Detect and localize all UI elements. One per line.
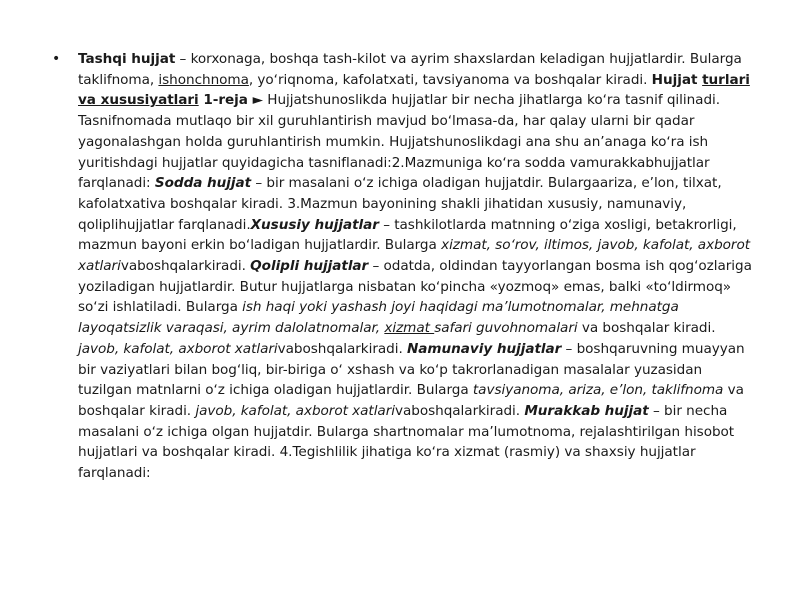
text-segment: Tashqi hujjat	[78, 51, 176, 67]
text-segment: , yoʻriqnoma, kafolatxati, tavsiyanoma va boshqalar kiradi.	[248, 71, 652, 88]
text-segment: vaboshqalarkiradi.	[277, 340, 407, 357]
text-segment: tavsiyanoma, ariza, e’lon, taklifnoma	[472, 382, 724, 399]
bullet-list-item	[52, 49, 754, 484]
text-segment: va boshqalar kiradi.	[78, 382, 744, 419]
text-segment: va boshqalar kiradi.	[577, 320, 716, 337]
text-segment: ish haqi yoki yashash joyi haqidagi ma’lumotnomalar, mehnatga layoqatsizlik varaqasi, ayrim dalolatnomalar,	[78, 299, 679, 337]
text-segment: xizmat, soʻrov, iltimos, javob, kafolat, axborot xatlari	[78, 237, 751, 275]
text-segment: xizmat	[384, 320, 435, 337]
text-segment: – boshqaruvning muayyan bir vaziyatlari bilan bogʻliq, bir-biriga oʻ xshash va koʻp takrorlanadigan masalalar yuzasidan tuzilgan matnlarni oʻz ichiga oladigan hujjatlardir. Bularga	[78, 340, 745, 399]
bullet-point-icon: •	[52, 51, 61, 67]
text-segment: javob, kafolat, axborot xatlari	[78, 340, 278, 357]
text-segment: Qolipli hujjatlar	[250, 258, 369, 275]
text-segment: Murakkab hujjat	[524, 402, 649, 419]
text-segment: Sodda hujjat	[154, 175, 252, 192]
text-segment: ► Hujjatshunoslikda hujjatlar bir necha jihatlarga koʻra tasnif qilinadi. Tasnifnomada mutlaqo bir xil guruhlantirish mavjud boʻlmasa-da, har qalay ularni bir qadar yagonalashgan holda guruhlantirish mumkin. Hujjatshunoslikdagi ana shu an’anaga koʻra ish yuritishdagi hujjatlar quyidagicha tasniflanadi:2.Mazmuniga koʻra sodda vamurakkabhujjatlar farqlanadi:	[78, 92, 721, 192]
text-segment: Namunaviy hujjatlar	[406, 340, 562, 357]
text-segment: – tashkilotlarda matnning oʻziga xosligi, betakrorligi, mazmun bayoni erkin boʻladigan hujjatlardir. Bularga	[78, 216, 737, 254]
text-segment: turlari va xususiyatlari	[78, 71, 750, 109]
text-segment: ishonchnoma	[158, 71, 249, 88]
text-segment: – korxonaga, boshqa tash-kilot va ayrim shaxslardan keladigan hujjatlardir. Bularga taklifnoma,	[78, 51, 742, 88]
body-paragraph	[78, 49, 754, 484]
text-segment: Xususiy hujjatlar	[250, 216, 379, 233]
text-segment: Hujjat	[651, 71, 703, 88]
text-segment: safari guvohnomalari	[434, 320, 578, 337]
text-segment: vaboshqalarkiradi.	[394, 402, 525, 419]
text-segment: – bir masalani oʻz ichiga oladigan hujjatdir. Bulargaariza, e’lon, tilxat, kafolatxativa boshqalar kiradi. 3.Mazmun bayonining shakli jihatidan xususiy, namunaviy, qoliplihujjatlar farqlanadi.	[78, 175, 722, 233]
text-segment: 1-reja	[198, 92, 253, 109]
text-segment: vaboshqalarkiradi.	[120, 258, 251, 275]
text-segment: – odatda, oldindan tayyorlangan bosma ish qogʻozlariga yoziladigan hujjatlardir. Butur hujjatlarga nisbatan koʻpincha «yozmoq» emas, balki «toʻldirmoq» soʻzi ishlatiladi. Bularga	[78, 258, 752, 316]
text-segment: – bir necha masalani oʻz ichiga olgan hujjatdir. Bularga shartnomalar ma’lumotnoma, rejalashtirilgan hisobot hujjatlari va boshqalar kiradi. 4.Tegishlilik jihatiga koʻra xizmat (rasmiy) va shaxsiy hujjatlar farqlanadi:	[78, 402, 735, 482]
text-segment: javob, kafolat, axborot xatlari	[195, 402, 395, 419]
